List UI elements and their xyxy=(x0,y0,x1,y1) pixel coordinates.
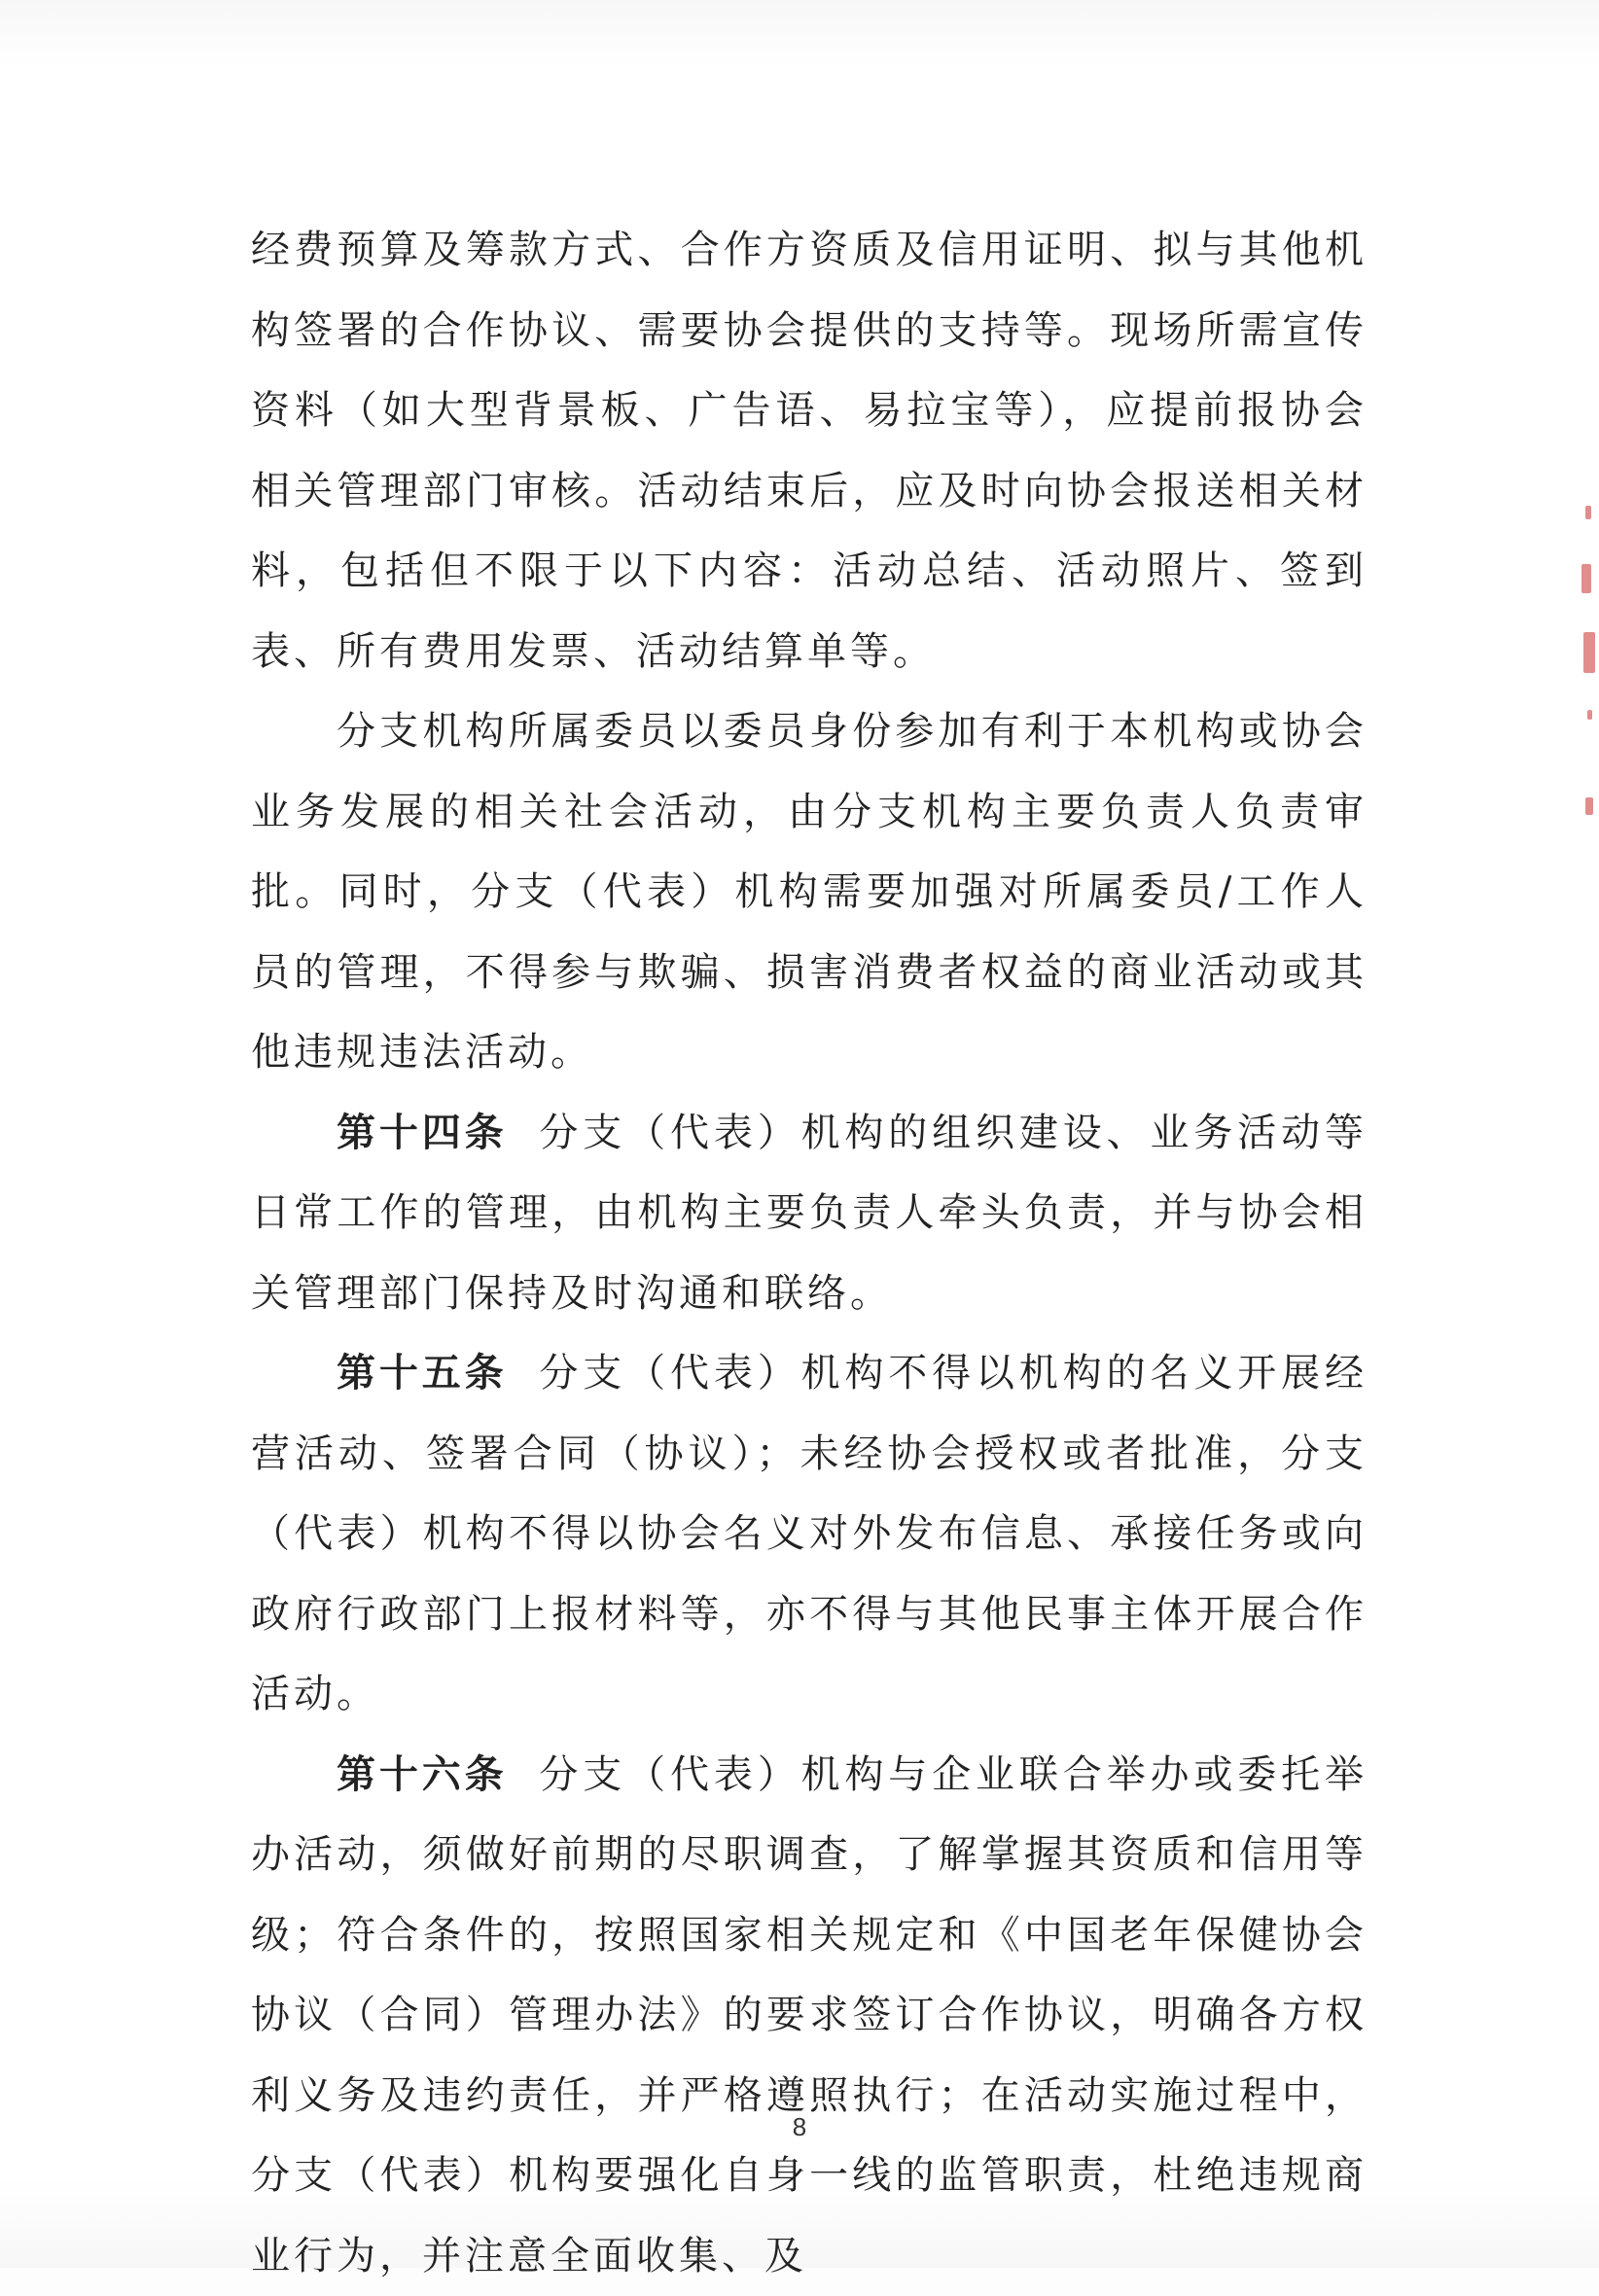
seal-edge-mark xyxy=(1578,467,1599,875)
article-14-text: 分支（代表）机构的组织建设、业务活动等日常工作的管理，由机构主要负责人牵头负责，并与协会相关管理部门保持及时沟通和联络。 xyxy=(251,1111,1368,1316)
document-body xyxy=(251,210,1368,2296)
article-16 xyxy=(251,1735,1368,2296)
page-number: 8 xyxy=(778,2112,821,2142)
article-16-heading: 第十六条 xyxy=(337,1752,507,1797)
paragraph-continuation: 经费预算及筹款方式、合作方资质及信用证明、拟与其他机构签署的合作协议、需要协会提供的支持等。现场所需宣传资料（如大型背景板、广告语、易拉宝等），应提前报协会相关管理部门审核。活动结束后，应及时向协会报送相关材料，包括但不限于以下内容：活动总结、活动照片、签到表、所有费用发票、活动结算单等。 xyxy=(251,210,1368,691)
article-14-heading: 第十四条 xyxy=(337,1111,507,1155)
article-15-text: 分支（代表）机构不得以机构的名义开展经营活动、签署合同（协议）；未经协会授权或者批准，分支（代表）机构不得以协会名义对外发布信息、承接任务或向政府行政部门上报材料等，亦不得与其他民事主体开展合作活动。 xyxy=(251,1351,1368,1716)
article-16-text: 分支（代表）机构与企业联合举办或委托举办活动，须做好前期的尽职调查，了解掌握其资质和信用等级；符合条件的，按照国家相关规定和《中国老年保健协会协议（合同）管理办法》的要求签订合作协议，明确各方权利义务及违约责任，并严格遵照执行；在活动实施过程中，分支（代表）机构要强化自身一线的监管职责，杜绝违规商业行为，并注意全面收集、及 xyxy=(251,1752,1368,2278)
article-15-heading: 第十五条 xyxy=(337,1351,507,1395)
article-14 xyxy=(251,1093,1368,1334)
article-15 xyxy=(251,1333,1368,1735)
paragraph-members: 分支机构所属委员以委员身份参加有利于本机构或协会业务发展的相关社会活动，由分支机构主要负责人负责审批。同时，分支（代表）机构需要加强对所属委员/工作人员的管理，不得参与欺骗、损害消费者权益的商业活动或其他违规违法活动。 xyxy=(251,691,1368,1093)
